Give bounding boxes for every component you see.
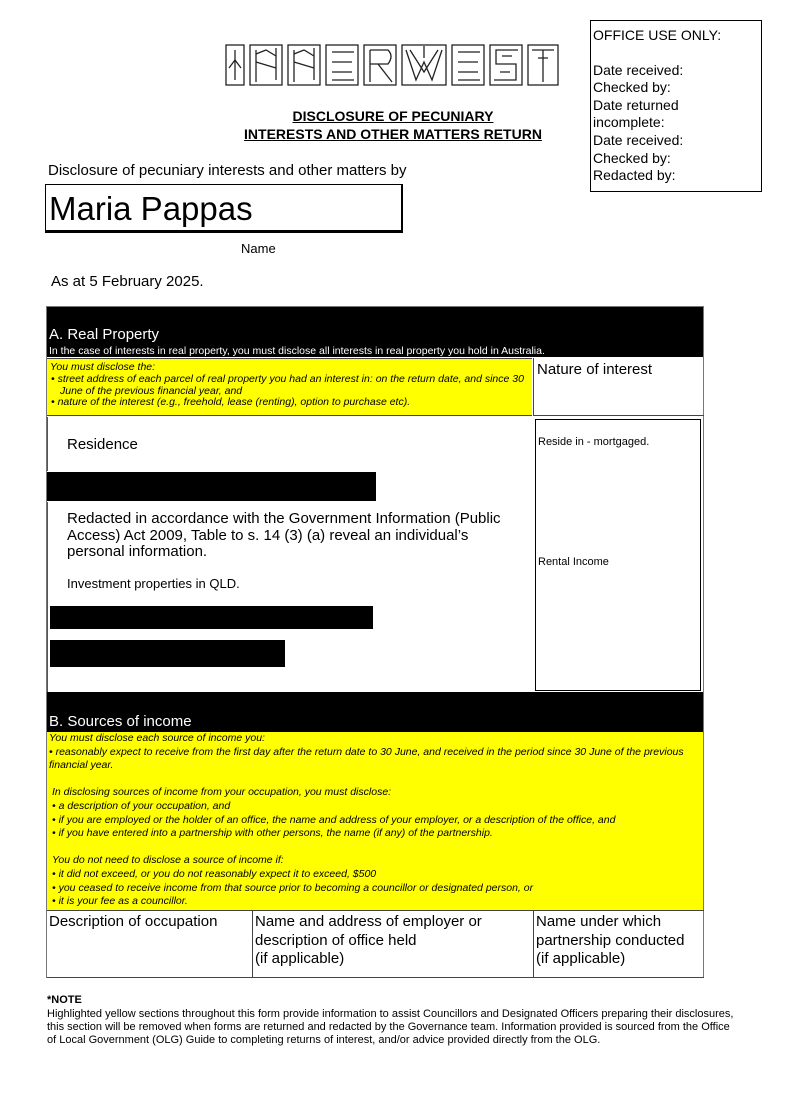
- section-b-title: B. Sources of income: [49, 713, 192, 730]
- nature-of-interest-header: Nature of interest: [533, 358, 704, 416]
- guidance-line: You do not need to disclose a source of income if:: [52, 854, 284, 867]
- note-body: Highlighted yellow sections throughout this form provide information to assist Councillors and Designated Officers preparing their disclosures, this section will be removed when forms are returned and redacted by the Governance team. Information provided is sourced from the Office of Local Government (OLG) Guide to completing returns of interest, and/or advice provided directly from the OLG.: [47, 1008, 734, 1047]
- office-field-date-returned: Date returned incomplete:: [593, 96, 679, 131]
- col-label: (if applicable): [255, 950, 345, 967]
- guidance-line: • you ceased to receive income from that source prior to becoming a councillor or designated person, or: [52, 881, 534, 894]
- guidance-line: • reasonably expect to receive from the first day after the return date to 30 June, and received in the period since 30 June of the previous financial year.: [49, 745, 684, 772]
- col-label: partnership conducted: [536, 931, 685, 949]
- income-table-header: [47, 910, 704, 978]
- cell-border: [47, 417, 48, 471]
- col-label: Description of occupation: [49, 913, 218, 930]
- col-description-of-occupation: [47, 911, 252, 977]
- property-entry-2-nature: Rental Income: [538, 556, 609, 568]
- form-title: [200, 108, 586, 143]
- nature-of-interest-cell: [535, 419, 701, 691]
- office-field-date-received: Date received:: [593, 61, 684, 78]
- inner-west-logo: [222, 42, 562, 88]
- cell-border: [47, 502, 48, 692]
- section-a-subtitle: In the case of interests in real property, you must disclose all interests in real property you hold in Australia.: [49, 345, 545, 357]
- name-label: Name: [241, 241, 276, 256]
- col-label: Name under which: [536, 913, 662, 930]
- guidance-line: • if you have entered into a partnership with other persons, the name (if any) of the partnership.: [52, 827, 493, 840]
- redaction-block: [50, 640, 285, 667]
- form-title-line1: DISCLOSURE OF PECUNIARY: [292, 108, 494, 124]
- redaction-block: [47, 472, 376, 501]
- office-field-checked-by: Checked by:: [593, 79, 671, 96]
- guidance-bullet: • street address of each parcel of real property you had an interest in: on the return date, and since 30 June of the previous financial year, and: [51, 372, 524, 397]
- guidance-line: • if you are employed or the holder of an office, the name and address of your employer, or a description of the office, and: [52, 813, 616, 826]
- col-label: (if applicable): [536, 950, 626, 967]
- section-a-guidance: [47, 358, 532, 416]
- redaction-notice: Redacted in accordance with the Government Information (Public Access) Act 2009, Table to s. 14 (3) (a) reveal an individual’s personal information.: [67, 510, 501, 560]
- redaction-block: [50, 606, 373, 629]
- as-at-date: As at 5 February 2025.: [51, 273, 204, 290]
- office-field-date-received-2: Date received:: [593, 131, 684, 148]
- name-field[interactable]: Maria Pappas: [45, 184, 403, 233]
- property-entry-2-address: Investment properties in QLD.: [67, 576, 240, 591]
- form-title-line2: INTERESTS AND OTHER MATTERS RETURN: [244, 125, 542, 142]
- guidance-line: • a description of your occupation, and: [52, 799, 231, 812]
- col-label: description of office held: [255, 931, 417, 949]
- property-entry-1-address: Residence: [67, 436, 138, 453]
- section-b-guidance: [47, 732, 703, 910]
- office-use-box: [590, 20, 762, 192]
- office-use-title: OFFICE USE ONLY:: [593, 27, 722, 43]
- col-label: Name and address of employer or: [255, 913, 482, 930]
- note-title: *NOTE: [47, 994, 82, 1006]
- guidance-line: In disclosing sources of income from your occupation, you must disclose:: [52, 786, 392, 799]
- office-field-checked-by-2: Checked by:: [593, 149, 671, 166]
- guidance-heading: You must disclose the:: [50, 361, 156, 373]
- section-a-title: A. Real Property: [49, 326, 160, 343]
- guidance-line: • it did not exceed, or you do not reasonably expect it to exceed, $500: [52, 867, 377, 880]
- intro-text: Disclosure of pecuniary interests and other matters by: [48, 162, 407, 179]
- guidance-line: • it is your fee as a councillor.: [52, 895, 188, 908]
- office-field-redacted-by: Redacted by:: [593, 167, 676, 184]
- guidance-bullet: • nature of the interest (e.g., freehold, lease (renting), option to purchase etc).: [51, 396, 411, 409]
- guidance-line: You must disclose each source of income you:: [49, 732, 265, 744]
- col-employer-name-address: [252, 911, 533, 977]
- col-partnership-name: [533, 911, 703, 977]
- property-entry-1-nature: Reside in - mortgaged.: [538, 436, 650, 448]
